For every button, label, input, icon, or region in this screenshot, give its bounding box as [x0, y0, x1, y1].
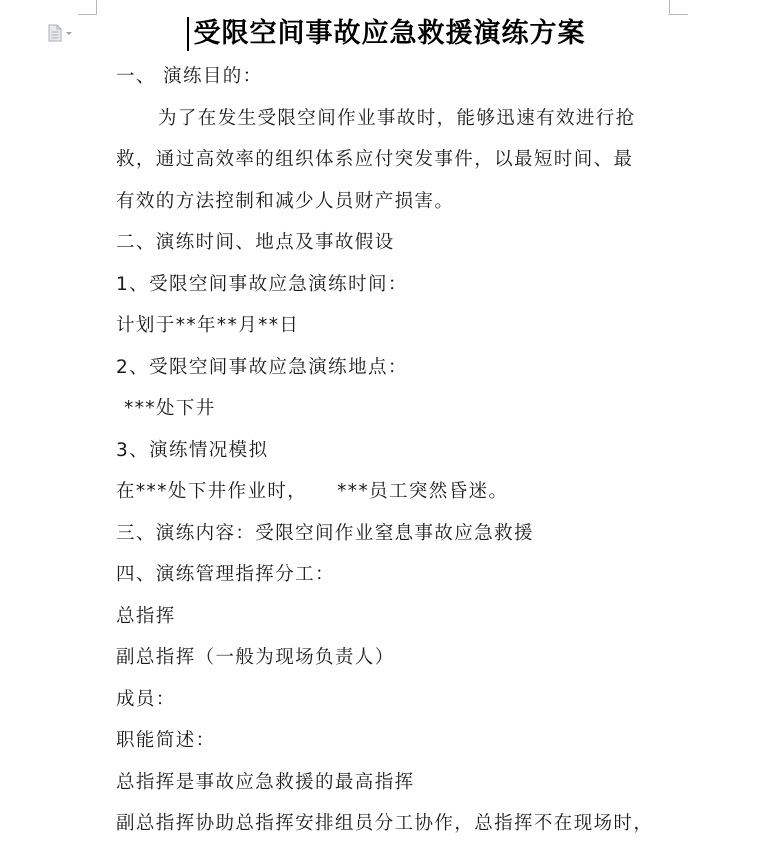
scenario-location[interactable]: 在***处下井作业时，: [116, 481, 308, 502]
paragraph-line[interactable]: 3、演练情况模拟: [116, 439, 269, 461]
paragraph-line[interactable]: 救，通过高效率的组织体系应付突发事件，以最短时间、最: [116, 149, 634, 170]
heading-section-4[interactable]: 四、演练管理指挥分工：: [116, 564, 335, 585]
heading-section-2[interactable]: 二、演练时间、地点及事故假设: [116, 232, 395, 253]
paragraph-line[interactable]: [116, 471, 676, 513]
crop-mark-top-right: [669, 0, 688, 15]
paragraph-line[interactable]: ***处下井: [124, 398, 216, 419]
heading-section-1[interactable]: 一、 演练目的：: [116, 66, 263, 87]
document-body[interactable]: [116, 56, 676, 845]
paragraph-line[interactable]: 有效的方法控制和减少人员财产损害。: [116, 190, 455, 212]
paragraph-line[interactable]: 计划于**年**月**日: [116, 315, 300, 336]
paragraph-line[interactable]: 副总指挥（一般为现场负责人）: [116, 647, 395, 668]
paragraph-line[interactable]: 成员：: [116, 688, 176, 710]
heading-section-3[interactable]: 三、演练内容：受限空间作业窒息事故应急救援: [116, 522, 534, 544]
paragraph-line[interactable]: 2、受限空间事故应急演练地点：: [116, 356, 408, 378]
paragraph-line[interactable]: 职能简述：: [116, 730, 216, 751]
paragraph-line[interactable]: 副总指挥协助总指挥安排组员分工协作，总指挥不在现场时，: [116, 813, 654, 834]
paragraph-line[interactable]: 总指挥: [116, 605, 176, 627]
paragraph-line[interactable]: 1、受限空间事故应急演练时间：: [116, 273, 408, 295]
document-title[interactable]: 受限空间事故应急救援演练方案: [193, 18, 586, 49]
crop-mark-top-left: [78, 0, 97, 15]
scenario-event[interactable]: ***员工突然昏迷。: [337, 481, 509, 502]
paragraph-line[interactable]: 为了在发生受限空间作业事故时，能够迅速有效进行抢: [158, 107, 636, 129]
paragraph-line[interactable]: 总指挥是事故应急救援的最高指挥: [116, 771, 415, 793]
